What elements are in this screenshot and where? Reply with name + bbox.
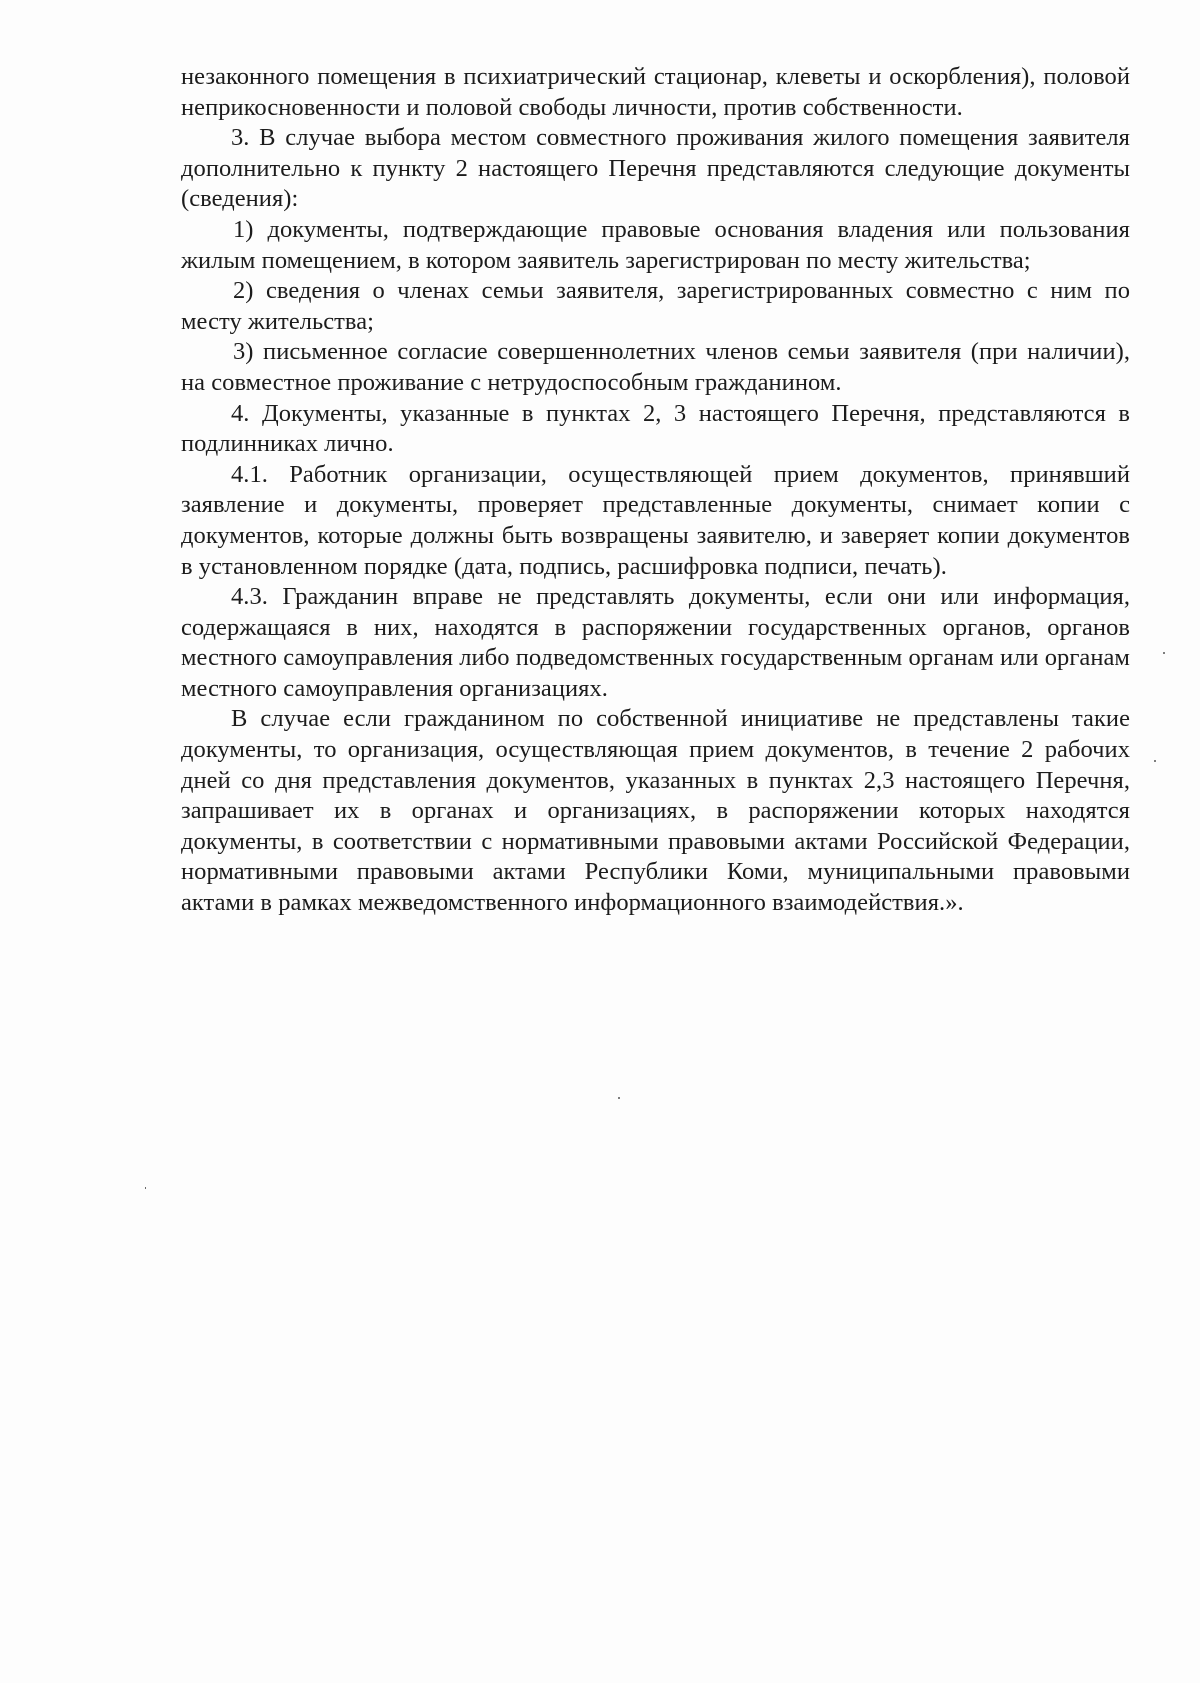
paragraph-item-3: 3) письменное согласие совершеннолетних членов семьи заявителя (при наличии), на совместное проживание с нетрудоспособным гражданином. bbox=[181, 338, 1130, 396]
scan-speck bbox=[618, 1097, 620, 1099]
paragraph-clause-4: 4. Документы, указанные в пунктах 2, 3 настоящего Перечня, представляются в подлинниках лично. bbox=[181, 399, 1130, 458]
paragraph-clause-4-1: 4.1. Работник организации, осуществляющей прием документов, принявший заявление и документы, проверяет представленные документы, снимает копии с документов, которые должны быть возвращены заявителю, и заверяет копии документов в установленном порядке (дата, подпись, расшифровка подписи, печать). bbox=[181, 460, 1130, 580]
paragraph-clause-3: 3. В случае выбора местом совместного проживания жилого помещения заявителя дополнительно к пункту 2 настоящего Перечня представляются следующие документы (сведения): bbox=[181, 124, 1130, 213]
paragraph-clause-4-3: 4.3. Гражданин вправе не представлять документы, если они или информация, содержащаяся в них, находятся в распоряжении государственных органов, органов местного самоуправления либо подведомственных государственным органам или органам местного самоуправления организациях. bbox=[181, 583, 1130, 702]
document-body bbox=[181, 62, 1130, 919]
scan-speck bbox=[1154, 760, 1156, 762]
scan-speck bbox=[145, 1187, 146, 1189]
paragraph-item-2: 2) сведения о членах семьи заявителя, зарегистрированных совместно с ним по месту жительства; bbox=[181, 277, 1130, 335]
paragraph-item-1: 1) документы, подтверждающие правовые основания владения или пользования жилым помещением, в котором заявитель зарегистрирован по месту жительства; bbox=[181, 215, 1130, 274]
paragraph-interagency-request: В случае если гражданином по собственной инициативе не представлены такие документы, то организация, осуществляющая прием документов, в течение 2 рабочих дней со дня представления документов, указанных в пунктах 2,3 настоящего Перечня, запрашивает их в органах и организациях, в распоряжении которых находятся документы, в соответствии с нормативными правовыми актами Российской Федерации, нормативными правовыми актами Республики Коми, муниципальными правовыми актами в рамках межведомственного информационного взаимодействия.». bbox=[181, 705, 1130, 917]
scan-speck bbox=[1163, 652, 1165, 654]
paragraph-continuation: незаконного помещения в психиатрический стационар, клеветы и оскорбления), половой неприкосновенности и половой свободы личности, против собственности. bbox=[181, 63, 1130, 121]
